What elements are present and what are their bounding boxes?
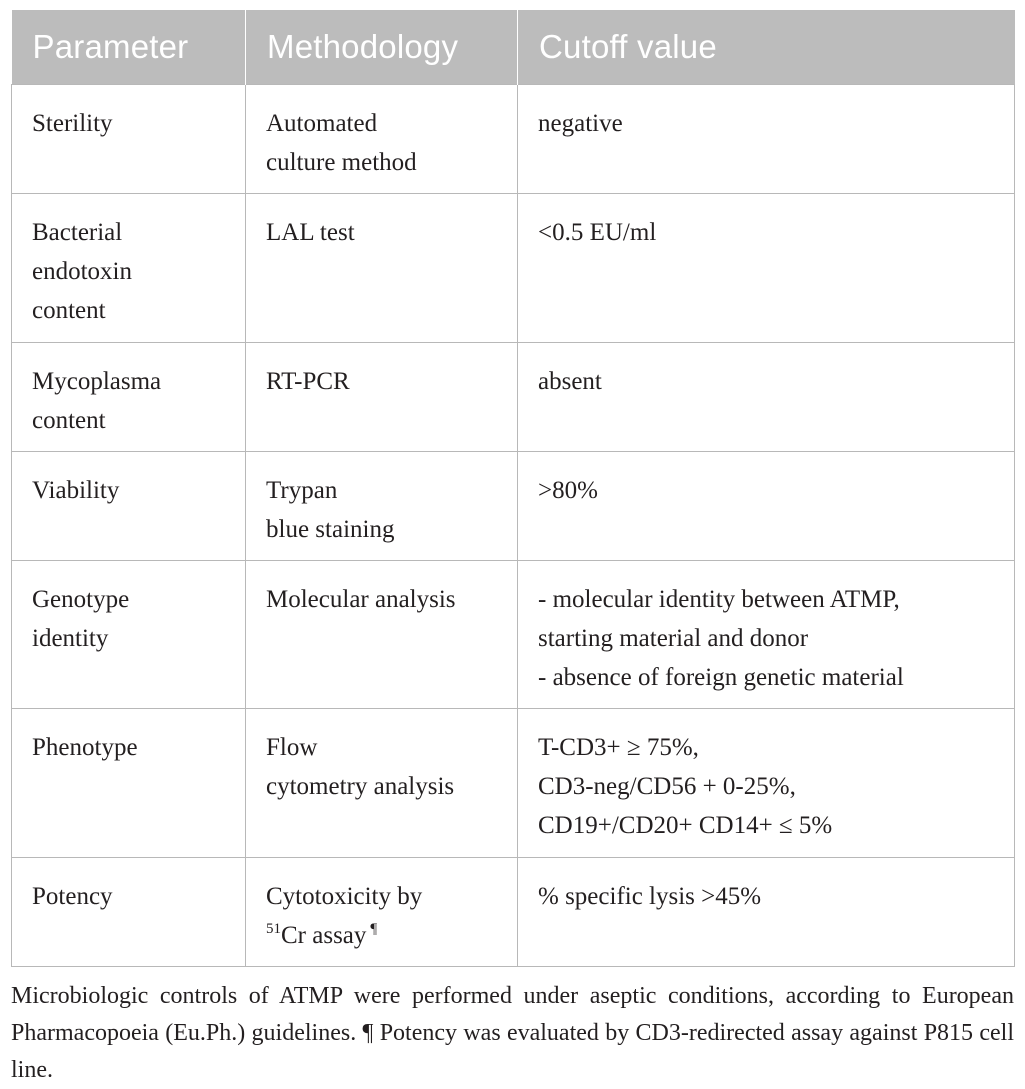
cell-text: cytometry analysis [266,773,455,800]
cell-text: % specific lysis >45% [538,883,762,910]
cell-text: - molecular identity between ATMP, [538,586,900,613]
cell-text: Trypan [266,477,338,504]
cell-parameter [12,709,246,858]
cell-text: absent [538,368,602,395]
cell-text: Sterility [32,110,113,137]
cell-methodology [246,709,518,858]
cell-text: Automated [266,110,378,137]
cell-text: RT-PCR [266,368,350,395]
cell-text: Viability [32,477,120,504]
table-footnote: Microbiologic controls of ATMP were performed under aseptic conditions, according to European Pharmacopoeia (Eu.Ph.) guidelines. ¶ Potency was evaluated by CD3-redirected assay against P815 cell line. [11,983,1014,1083]
cell-text: Bacterial [32,219,123,246]
cell-methodology [246,194,518,343]
cell-cutoff [518,858,1015,967]
cell-parameter [12,85,246,194]
table-row [12,858,1015,967]
cell-cutoff [518,452,1015,561]
cell-text: content [32,407,106,434]
header-cutoff-value: Cutoff value [518,10,1015,85]
pilcrow-mark: ¶ [370,921,378,937]
cell-text-cr-assay [266,916,507,955]
table-row [12,709,1015,858]
superscript-51: 51 [266,921,281,937]
cell-text: endotoxin [32,258,132,285]
cell-parameter [12,561,246,709]
qc-parameters-table [11,10,1015,967]
cell-parameter [12,452,246,561]
cell-text: CD3-neg/CD56 + 0-25%, [538,773,796,800]
cell-cutoff [518,85,1015,194]
cell-text: - absence of foreign genetic material [538,664,904,691]
header-methodology: Methodology [246,10,518,85]
table-row [12,85,1015,194]
table-row [12,452,1015,561]
cell-text: <0.5 EU/ml [538,219,657,246]
table-row [12,194,1015,343]
cell-text: Mycoplasma [32,368,162,395]
cell-text: CD19+/CD20+ CD14+ ≤ 5% [538,812,833,839]
cell-text: T-CD3+ ≥ 75%, [538,734,699,761]
cr-assay-text: Cr assay [281,922,367,949]
cell-parameter [12,858,246,967]
cell-text: content [32,297,106,324]
header-parameter: Parameter [12,10,246,85]
table-header-row [12,10,1015,85]
table-row [12,343,1015,452]
cell-text: Molecular analysis [266,586,456,613]
cell-text: Cytotoxicity by [266,883,423,910]
cell-methodology [246,343,518,452]
cell-parameter [12,194,246,343]
cell-text: Potency [32,883,113,910]
cell-text: >80% [538,477,598,504]
cell-cutoff [518,561,1015,709]
cell-cutoff [518,709,1015,858]
cell-text: culture method [266,149,417,176]
cell-methodology [246,858,518,967]
cell-text: Phenotype [32,734,138,761]
cell-text: negative [538,110,623,137]
cell-cutoff [518,343,1015,452]
cell-methodology [246,561,518,709]
table-row [12,561,1015,709]
cell-methodology [246,452,518,561]
cell-text: Genotype [32,586,130,613]
cell-text: Flow [266,734,318,761]
qc-table-container [11,10,1014,967]
cell-methodology [246,85,518,194]
cell-text: blue staining [266,516,395,543]
cell-cutoff [518,194,1015,343]
cell-parameter [12,343,246,452]
cell-text: LAL test [266,219,355,246]
cell-text: identity [32,625,109,652]
cell-text: starting material and donor [538,625,809,652]
